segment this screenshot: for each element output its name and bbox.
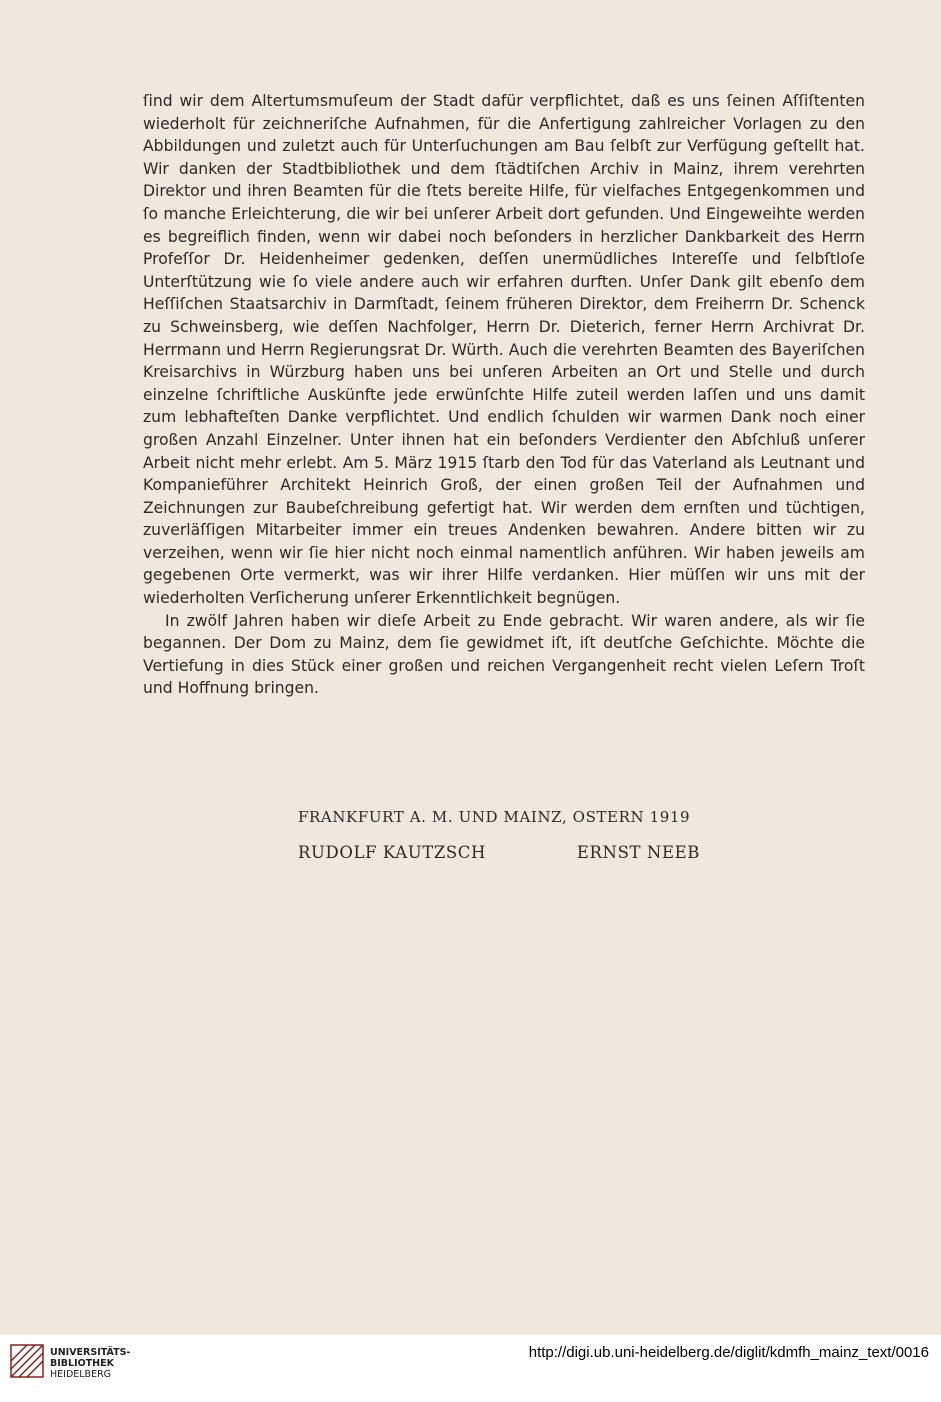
library-name-line-1: UNIVERSITÄTS-: [50, 1346, 131, 1358]
author-kautzsch: RUDOLF KAUTZSCH: [298, 843, 487, 862]
library-name-line-3: HEIDELBERG: [50, 1368, 112, 1380]
library-name-line-2: BIBLIOTHEK: [50, 1357, 114, 1369]
place-date-line: FRANKFURT A. M. UND MAINZ, OSTERN 1919: [298, 808, 691, 826]
author-neeb: ERNST NEEB: [576, 843, 700, 862]
author-signatures: [298, 843, 700, 862]
permalink-url[interactable]: http://digi.ub.uni-heidelberg.de/diglit/kdmfh_mainz_text/0016: [528, 1344, 929, 1361]
library-seal-icon: [10, 1344, 44, 1382]
paragraph-2: In zwölf Jahren haben wir dieſe Arbeit zu Ende gebracht. Wir waren andere, als wir ſie begannen. Der Dom zu Mainz, dem ſie gewidmet iſt, iſt deutſche Geſchichte. Möchte die Vertiefung in dies Stück einer großen und reichen Vergangenheit recht vielen Leſern Troſt und Hoffnung bringen.: [143, 611, 865, 698]
library-logo[interactable]: [10, 1344, 130, 1382]
paragraph-1: ſind wir dem Altertumsmuſeum der Stadt dafür verpflichtet, daß es uns ſeinen Aſſiſtenten wiederholt für zeichneriſche Aufnahmen, für die Anfertigung zahlreicher Vorlagen zu den Abbildungen und zuletzt auch für Unterſuchungen am Bau ſelbſt zur Verfügung geſtellt hat. Wir danken der Stadtbibliothek und dem ſtädtiſchen Archiv in Mainz, ihrem verehrten Direktor und ihren Beamten für die ſtets bereite Hilfe, für vielfaches Entgegenkommen und ſo manche Erleichterung, die wir bei unſerer Arbeit dort gefunden. Und Eingeweihte werden es begreiflich finden, wenn wir dabei noch beſonders in herzlicher Dankbarkeit des Herrn Profeſſor Dr. Heidenheimer gedenken, deſſen unermüdliches Intereſſe und ſelbſtloſe Unterſtützung wie ſo viele andere auch wir erfahren durften. Unſer Dank gilt ebenſo dem Heſſiſchen Staatsarchiv in Darmſtadt, ſeinem früheren Direktor, dem Freiherrn Dr. Schenck zu Schweinsberg, wie deſſen Nachfolger, Herrn Dr. Dieterich, ferner Herrn Archivrat Dr. Herrmann und Herrn Regierungsrat Dr. Würth. Auch die verehrten Beamten des Bayeriſchen Kreisarchivs in Würzburg haben uns bei unſeren Arbeiten an Ort und Stelle und durch einzelne ſchriftliche Auskünfte jede erwünſchte Hilfe zuteil werden laſſen und uns damit zum lebhafteſten Danke verpflichtet. Und endlich ſchulden wir warmen Dank noch einer großen Anzahl Einzelner. Unter ihnen hat ein beſonders Verdienter den Abſchluß unſerer Arbeit nicht mehr erlebt. Am 5. März 1915 ſtarb den Tod für das Vaterland als Leutnant und Kompanieführer Architekt Heinrich Groß, der einen großen Teil der Aufnahmen und Zeichnungen zur Baubeſchreibung gefertigt hat. Wir werden dem ernſten und tüchtigen, zuverläſſigen Mitarbeiter immer ein treues Andenken bewahren. Andere bitten wir zu verzeihen, wenn wir ſie hier nicht noch einmal namentlich anführen. Wir haben jeweils am gegebenen Orte vermerkt, was wir ihrer Hilfe verdanken. Hier müſſen wir uns mit der wiederholten Verſicherung unſerer Erkenntlichkeit begnügen.: [143, 92, 865, 608]
body-text: [143, 90, 865, 700]
library-name: [50, 1347, 130, 1380]
